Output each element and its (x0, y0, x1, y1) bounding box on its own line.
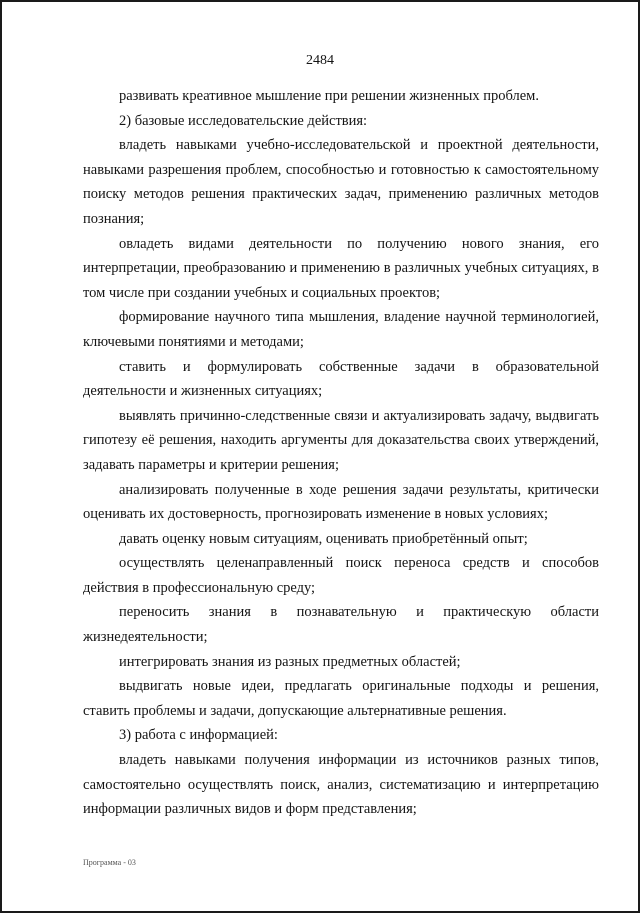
paragraph-transfer-knowledge: переносить знания в познавательную и практическую области жизнедеятельности; (83, 604, 599, 646)
paragraph-analyze-results: анализировать полученные в ходе решения задачи результаты, критически оценивать их достоверность, прогнозировать изменение в новых условиях; (83, 481, 599, 523)
document-body (83, 84, 599, 822)
paragraph-new-ideas: выдвигать новые идеи, предлагать оригинальные подходы и решения, ставить проблемы и задачи, допускающие альтернативные решения. (83, 678, 599, 719)
page-footer: Программа - 03 (83, 858, 136, 867)
paragraph-own-tasks: ставить и формулировать собственные задачи в образовательной деятельности и жизненных ситуациях; (83, 358, 599, 400)
paragraph-causal-links: выявлять причинно-следственные связи и актуализировать задачу, выдвигать гипотезу её решения, находить аргументы для доказательства своих утверждений, задавать параметры и критерии решения; (83, 407, 599, 473)
heading-research-actions: 2) базовые исследовательские действия: (119, 112, 368, 129)
scan-border-top (0, 0, 640, 2)
paragraph-creative-thinking: развивать креативное мышление при решении жизненных проблем. (119, 88, 539, 104)
paragraph-information-skills: владеть навыками получения информации из источников разных типов, самостоятельно осуществлять поиск, анализ, систематизацию и интерпретацию информации различных видов и форм представления; (83, 752, 599, 818)
page-number: 2484 (306, 53, 334, 68)
paragraph-new-knowledge: овладеть видами деятельности по получению нового знания, его интерпретации, преобразованию и применению в различных учебных ситуациях, в том числе при создании учебных и социальных проектов; (83, 235, 599, 301)
heading-information-work: 3) работа с информацией: (119, 727, 278, 744)
scan-border-left (0, 0, 2, 913)
paragraph-integrate-knowledge: интегрировать знания из разных предметных областей; (119, 653, 461, 670)
paragraph-professional-transfer: осуществлять целенаправленный поиск переноса средств и способов действия в профессиональную среду; (83, 555, 599, 596)
paragraph-evaluate-situations: давать оценку новым ситуациям, оценивать приобретённый опыт; (119, 530, 528, 547)
paragraph-scientific-thinking: формирование научного типа мышления, владение научной терминологией, ключевыми понятиями и методами; (83, 309, 599, 350)
paragraph-research-skills: владеть навыками учебно-исследовательской и проектной деятельности, навыками разрешения проблем, способностью и готовностью к самостоятельному поиску методов решения практических задач, применению различных методов познания; (83, 137, 599, 227)
